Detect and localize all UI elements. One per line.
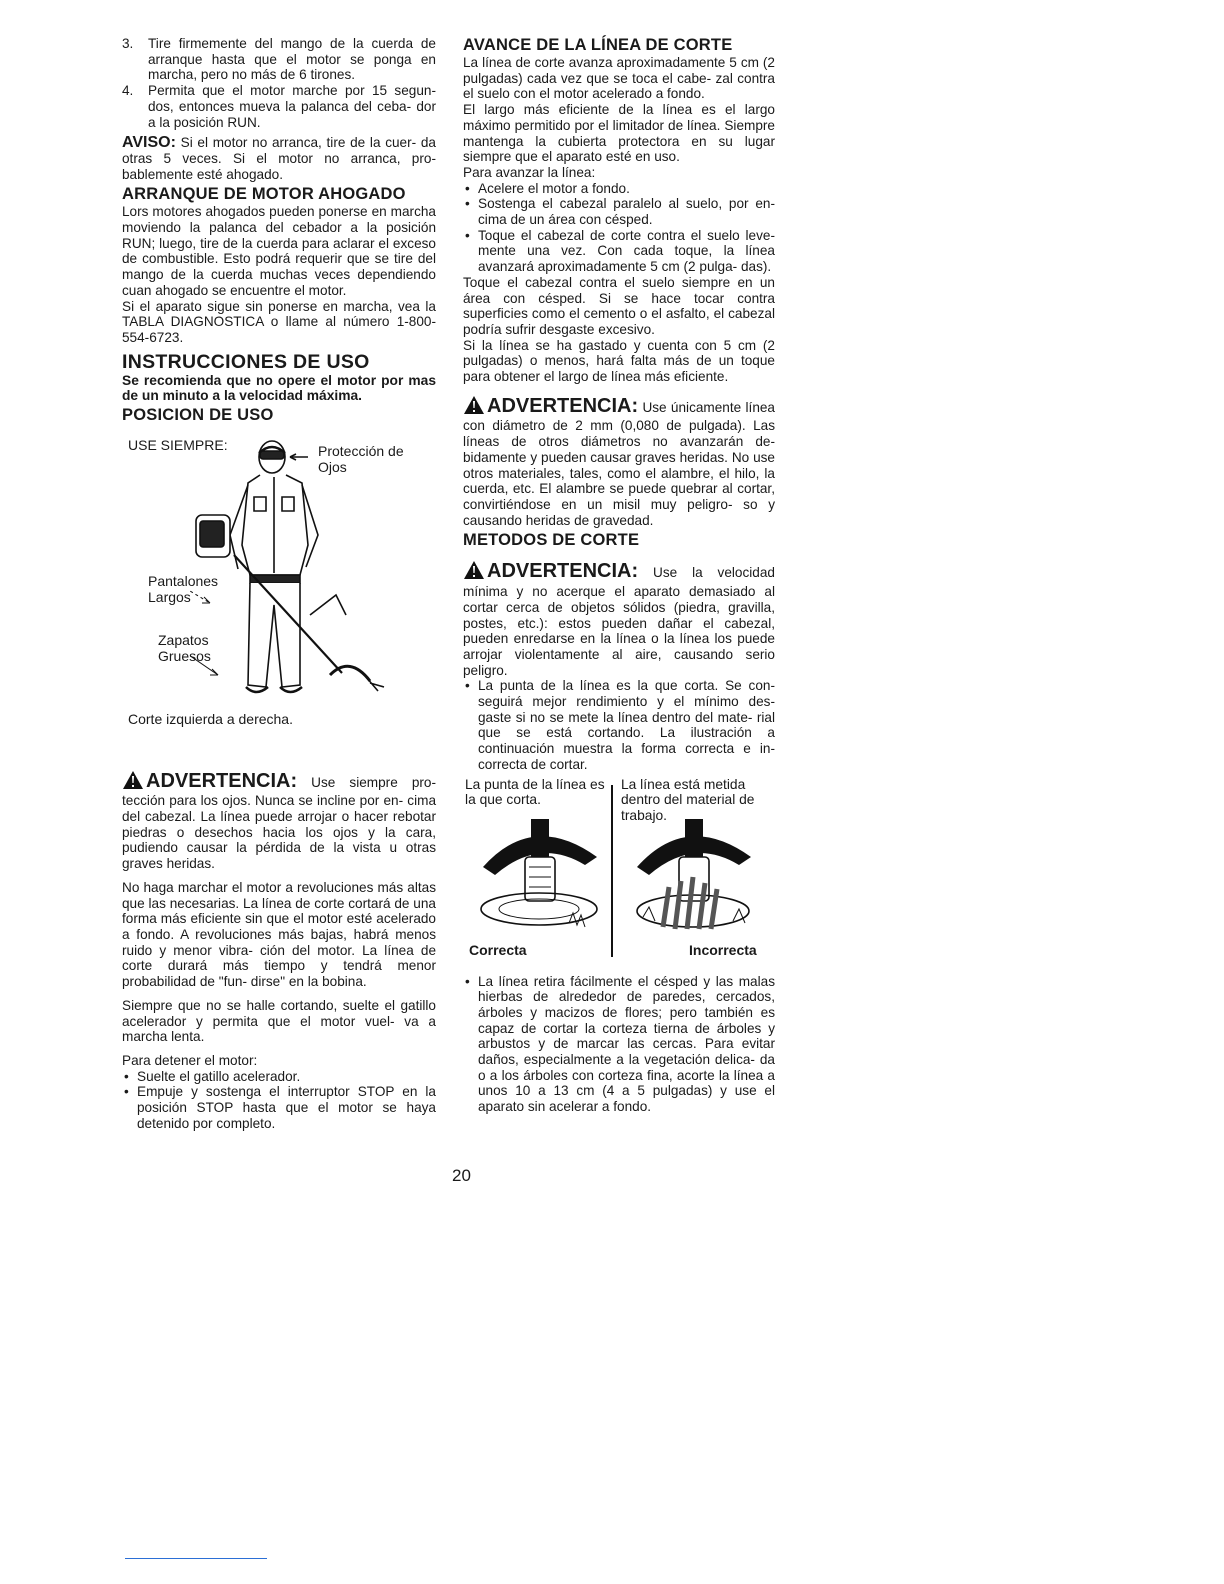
warning-title: ADVERTENCIA:	[487, 394, 639, 417]
left-column	[122, 36, 436, 1131]
flooded-paragraph-2: Si el aparato sigue sin ponerse en marcha, vea la TABLA DIAGNOSTICA o llame al número 1-800-554-6723.	[122, 298, 436, 345]
incorrect-caption: La línea está metida dentro del material de trabajo.	[621, 776, 755, 823]
advance-paragraph-2: El largo más eficiente de la línea es el largo máximo permitido por el limitador de línea. Siempre mantenga la cubierta protectora en su lugar siempre que el aparato esté en uso.	[463, 102, 775, 165]
list-item: • Sostenga el cabezal paralelo al suelo, por en- cima de un área con césped.	[463, 196, 775, 227]
eye-protection-label: Protección de Ojos	[318, 442, 404, 475]
aviso-text: Si el motor no arranca, tire de la cuer- da otras 5 veces. Si el motor no arranca, pro- bablemente esté ahogado.	[122, 135, 436, 182]
advance-line-heading: AVANCE DE LA LÍNEA DE CORTE	[463, 36, 733, 54]
aviso-label: AVISO:	[122, 134, 176, 152]
instructions-heading: INSTRUCCIONES DE USO	[122, 350, 370, 373]
operator-figure	[122, 427, 436, 732]
numbered-step-3	[122, 36, 436, 83]
step-text: Permita que el motor marche por 15 segun- dos, entonces mueva la palanca del ceba- dor a la posición RUN.	[148, 83, 436, 130]
warning-title: ADVERTENCIA:	[146, 769, 298, 792]
advance-paragraph-5: Si la línea se ha gastado y cuenta con 5 cm (2 pulgadas) o menos, hará falta más de un toque para obtener el largo de línea más eficiente.	[463, 337, 775, 385]
line-diameter-warning	[463, 395, 775, 529]
heavy-shoes-label: Zapatos Gruesos	[158, 631, 211, 664]
incorrect-cutting-illustration	[623, 817, 763, 937]
step-text: Tire firmemente del mango de la cuerda de arranque hasta que el motor se ponga en marcha, pero no más de 6 tirones.	[148, 36, 436, 83]
stop-bullet-list	[122, 1069, 436, 1132]
cutting-methods-heading: METODOS DE CORTE	[463, 531, 640, 550]
use-always-label: USE SIEMPRE:	[128, 436, 228, 453]
speed-warning	[463, 560, 775, 678]
long-pants-label: Pantalones Largos	[148, 572, 219, 605]
correct-label: Correcta	[469, 941, 527, 958]
step-number: 3.	[122, 36, 134, 51]
flooded-engine-heading: ARRANQUE DE MOTOR AHOGADO	[122, 185, 406, 204]
right-column	[463, 36, 775, 1115]
position-heading: POSICION DE USO	[122, 405, 274, 424]
flooded-paragraph-1: Lors motores ahogados pueden ponerse en marcha moviendo la palanca del cebador a la posición RUN; luego, tire de la cuerda para aclarar el exceso de combustible. Esto podrá requerir que se tire del mango de la cuerda muchas veces dependiendo cuan ahogado se encuentre el motor.	[122, 204, 436, 298]
advance-paragraph-3: Para avanzar la línea:	[463, 164, 596, 180]
warning-triangle-icon	[122, 770, 144, 794]
advance-paragraph-4: Toque el cabezal contra el suelo siempre en un área con césped. Si se hace tocar contra superficies como el cemento o el asfalto, el cabezal podría sufrir desgaste excesivo.	[463, 274, 775, 337]
list-item: • Acelere el motor a fondo.	[463, 181, 775, 197]
list-item: • Toque el cabezal de corte contra el suelo leve- mente una vez. Con cada toque, la línea avanzará aproximadamente 5 cm (2 pulga- das).	[463, 228, 775, 275]
rpm-paragraph: No haga marchar el motor a revoluciones más altas que las necesarias. La línea de corte cortará de una forma más eficiente sin que el motor esté acelerado a fondo. A revoluciones más bajas, habrá menos ruido y menor vibra- ción del motor. La línea de corte durará más tiempo y tendrá menor probabilidad de "fun- dirse" en la bobina.	[122, 879, 436, 990]
warning-text: Use siempre pro- tección para los ojos. Nunca se incline por en- cima del cabezal. La línea puede arrojar o hacer rebotar piedras o desechos hacia los ojos y la cara, pudiendo causar la pérdida de la vista u otras graves heridas.	[122, 774, 436, 872]
warning-title: ADVERTENCIA:	[487, 560, 639, 583]
numbered-step-4	[122, 83, 436, 130]
warning-triangle-icon	[463, 395, 485, 419]
list-item: • Empuje y sostenga el interruptor STOP en la posición STOP hasta que el motor se haya detenido por completo.	[122, 1084, 436, 1131]
eye-warning-block	[122, 770, 436, 872]
correct-cutting-illustration	[473, 817, 605, 937]
list-item: • Suelte el gatillo acelerador.	[122, 1069, 436, 1085]
warning-text: Use únicamente línea con diámetro de 2 mm (0,080 de pulgada). Las líneas de otros diámetros no avanzarán de- bidamente y pueden causar graves heridas. No use otros materiales, tales, como el alambre, el hilo, la cuerda, etc. El alambre se puede quebrar al cortar, convirtiéndose en un misil muy peligro- so y causando heridas de gravedad.	[463, 399, 775, 528]
stop-intro: Para detener el motor:	[122, 1052, 258, 1068]
aviso-note	[122, 135, 436, 182]
cutting-comparison-figure	[463, 777, 775, 962]
advance-paragraph-1: La línea de corte avanza aproximadamente 5 cm (2 pulgadas) cada vez que se toca el cabe- zal contra el suelo con el motor acelerado a fondo.	[463, 55, 775, 102]
figure-divider	[611, 785, 613, 957]
methods-bullet-list-1	[463, 678, 775, 772]
page-number: 20	[452, 1166, 471, 1185]
methods-bullet-list-2	[463, 974, 775, 1115]
figure-caption: Corte izquierda a derecha.	[128, 710, 293, 727]
incorrect-label: Incorrecta	[689, 941, 757, 958]
idle-paragraph: Siempre que no se halle cortando, suelte el gatillo acelerador y permita que el motor vuel- va a marcha lenta.	[122, 997, 436, 1045]
instructions-lead: Se recomienda que no opere el motor por mas de un minuto a la velocidad máxima.	[122, 372, 436, 404]
list-item: • La línea retira fácilmente el césped y las malas hierbas de alrededor de paredes, cercados, árboles y macizos de flores; pero también es capaz de cortar la corteza tierna de árboles y arbustos y de marcar las cercas. Para evitar daños, especialmente a la vegetación delica- da o a los árboles con corteza fina, acorte la línea a unos 10 a 13 cm (4 a 5 pulgadas) y use el aparato sin acelerar a fondo.	[463, 974, 775, 1115]
operator-with-trimmer-illustration	[190, 435, 390, 705]
warning-text: Use la velocidad mínima y no acerque el aparato demasiado al cortar cerca de objetos sólidos (piedra, gravilla, postes, etc.): estos pueden dañar el cabezal, pueden enredarse en la línea o la línea los puede arrojar violentamente al aire, causando serio peligro.	[463, 565, 775, 678]
list-item: • La punta de la línea es la que corta. Se con- seguirá mejor rendimiento y el mínimo des- gaste si no se mete la línea dentro del mate- rial que se está cortando. La ilustración a continuación muestra la forma correcta e in- correcta de cortar.	[463, 678, 775, 772]
step-number: 4.	[122, 83, 134, 99]
warning-triangle-icon	[463, 560, 485, 584]
correct-caption: La punta de la línea es la que corta.	[465, 776, 605, 808]
advance-bullet-list	[463, 181, 775, 275]
footer-rule	[125, 1558, 267, 1559]
